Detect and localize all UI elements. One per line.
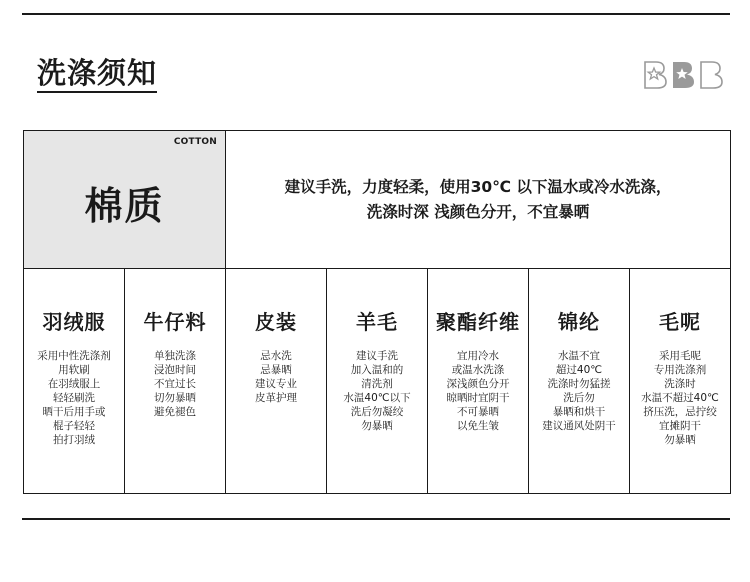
material-cell-denim: [125, 269, 226, 494]
material-name: 羊毛: [356, 310, 398, 334]
cotton-row: [24, 131, 730, 269]
care-table: [23, 130, 731, 494]
instruction-line: 棍子轻轻: [53, 420, 95, 432]
instruction-line: 采用毛呢: [659, 350, 701, 362]
instruction-line: 勿暴晒: [361, 420, 393, 432]
brand-logo: [642, 60, 724, 90]
instruction-line: 水温不宜: [558, 350, 600, 362]
instruction-line: 暴晒和烘干: [552, 406, 606, 418]
cotton-desc-line: 洗涤时深 浅颜色分开，不宜暴晒: [366, 202, 590, 221]
logo-b-outline-star: [642, 60, 668, 90]
instruction-line: 勿暴晒: [664, 434, 696, 446]
cotton-english-label: COTTON: [173, 137, 217, 147]
instruction-line: 专用洗涤剂: [653, 364, 707, 376]
materials-row: [24, 269, 730, 494]
instruction-line: 宜摊阴干: [659, 420, 701, 432]
material-instructions: [226, 349, 326, 405]
cotton-label-cell: [24, 131, 226, 268]
instruction-line: 切勿暴晒: [154, 392, 196, 404]
instruction-line: 建议通风处阴干: [542, 420, 616, 432]
logo-b-solid-star: [670, 60, 696, 90]
instruction-line: 忌水洗: [260, 350, 292, 362]
cotton-name: 棉质: [84, 184, 165, 228]
material-instructions: [24, 349, 124, 447]
instruction-line: 晒干后用手或: [42, 406, 106, 418]
instruction-line: 单独洗涤: [154, 350, 196, 362]
material-instructions: [529, 349, 629, 433]
material-instructions: [327, 349, 427, 433]
top-rule: [22, 13, 730, 15]
instruction-line: 用软刷: [58, 364, 90, 376]
instruction-line: 洗后勿凝绞: [350, 406, 404, 418]
instruction-line: 水温40℃以下: [343, 392, 411, 404]
instruction-line: 采用中性洗涤剂: [37, 350, 111, 362]
material-cell-woolen-cloth: [630, 269, 730, 494]
instruction-line: 忌暴晒: [260, 364, 292, 376]
instruction-line: 洗涤时: [664, 378, 696, 390]
instruction-line: 以免生皱: [457, 420, 499, 432]
instruction-line: 清洗剂: [361, 378, 393, 390]
instruction-line: 晾晒时宜阴干: [446, 392, 510, 404]
bottom-rule: [22, 518, 730, 520]
instruction-line: 宜用冷水: [457, 350, 499, 362]
cotton-desc-line: 建议手洗，力度轻柔，使用30℃ 以下温水或冷水洗涤，: [284, 177, 672, 196]
material-instructions: [428, 349, 528, 433]
logo-b-plain: [698, 60, 724, 90]
instruction-line: 皮革护理: [255, 392, 297, 404]
instruction-line: 建议专业: [255, 378, 297, 390]
instruction-line: 在羽绒服上: [47, 378, 101, 390]
instruction-line: 拍打羽绒: [53, 434, 95, 446]
instruction-line: 超过40℃: [555, 364, 603, 376]
instruction-line: 不宜过长: [154, 378, 196, 390]
instruction-line: 建议手洗: [356, 350, 398, 362]
material-name: 毛呢: [659, 310, 701, 334]
instruction-line: 浸泡时间: [154, 364, 196, 376]
instruction-line: 水温不超过40℃: [641, 392, 719, 404]
page-title: 洗涤须知: [37, 56, 157, 93]
material-cell-polyester: [428, 269, 529, 494]
material-instructions: [630, 349, 730, 447]
material-name: 聚酯纤维: [436, 310, 520, 334]
material-cell-wool: [327, 269, 428, 494]
material-instructions: [125, 349, 225, 419]
instruction-line: 或温水洗涤: [451, 364, 505, 376]
instruction-line: 不可暴晒: [457, 406, 499, 418]
material-cell-leather: [226, 269, 327, 494]
instruction-line: 深浅颜色分开: [446, 378, 510, 390]
material-cell-down-jacket: [24, 269, 125, 494]
instruction-line: 加入温和的: [350, 364, 404, 376]
material-name: 羽绒服: [42, 310, 106, 334]
instruction-line: 轻轻刷洗: [53, 392, 95, 404]
instruction-line: 洗后勿: [563, 392, 595, 404]
cotton-description: [226, 131, 730, 268]
instruction-line: 避免褪色: [154, 406, 196, 418]
material-name: 皮装: [255, 310, 297, 334]
instruction-line: 挤压洗，忌拧绞: [643, 406, 717, 418]
material-cell-nylon: [529, 269, 630, 494]
material-name: 锦纶: [558, 310, 600, 334]
material-name: 牛仔料: [143, 310, 207, 334]
instruction-line: 洗涤时勿猛搓: [547, 378, 611, 390]
